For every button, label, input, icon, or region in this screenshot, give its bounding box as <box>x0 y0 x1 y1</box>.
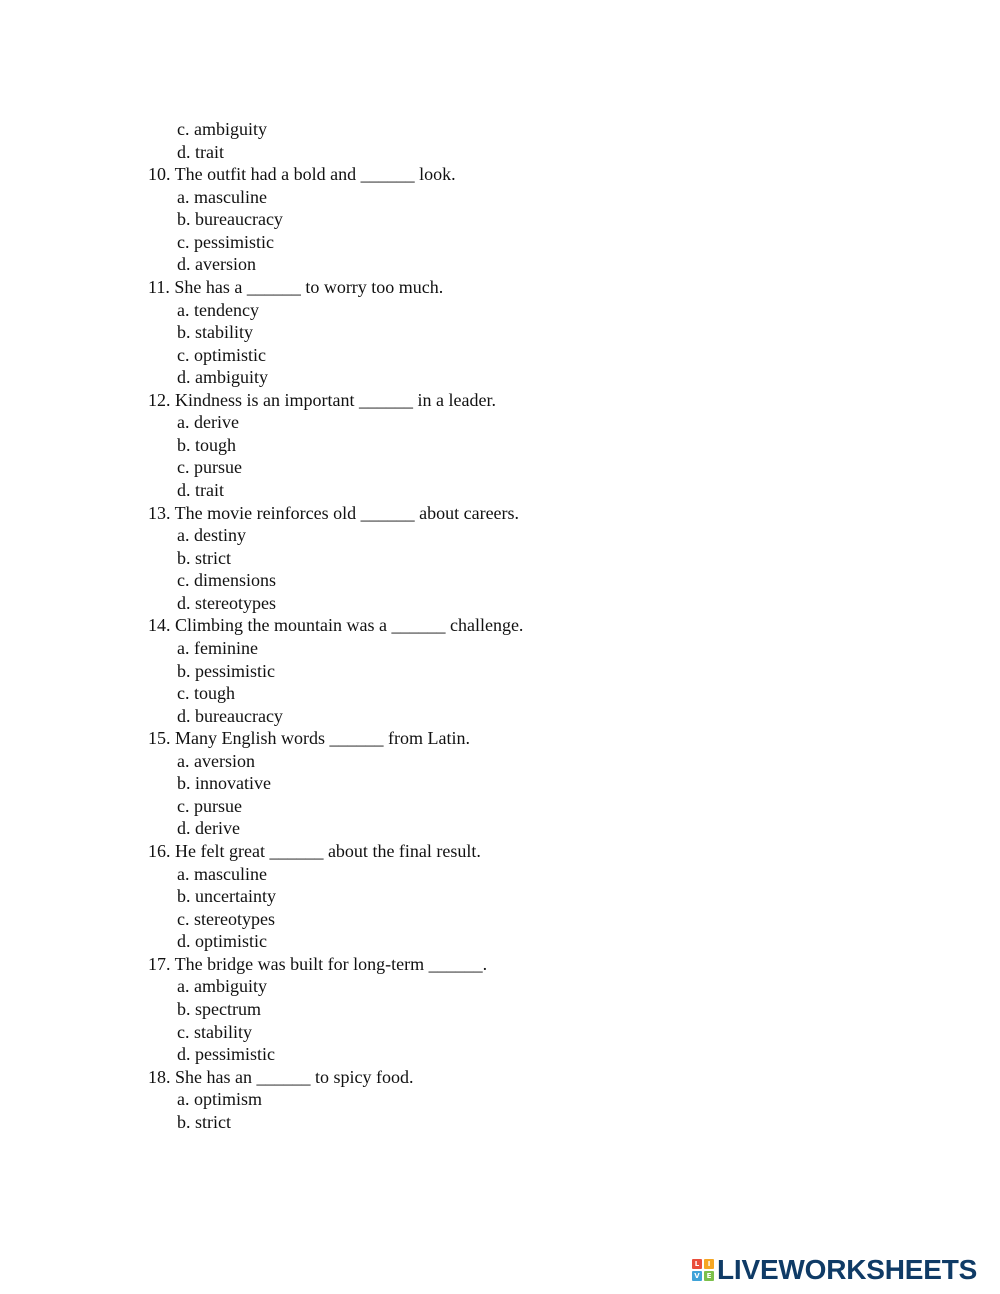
option-a[interactable]: a. aversion <box>177 750 255 771</box>
option-c[interactable]: c. stereotypes <box>177 908 275 929</box>
option-b[interactable]: b. innovative <box>177 773 271 794</box>
option-d[interactable]: d. stereotypes <box>177 592 276 613</box>
option-d[interactable]: d. bureaucracy <box>177 705 283 726</box>
option-a[interactable]: a. derive <box>177 412 239 433</box>
question-12 <box>148 389 748 502</box>
question-prompt: 15. Many English words ______ from Latin. <box>148 728 470 749</box>
liveworksheets-logo <box>692 1254 977 1286</box>
option-c[interactable]: c. dimensions <box>177 570 276 591</box>
option-b[interactable]: b. uncertainty <box>177 886 276 907</box>
question-prompt: 12. Kindness is an important ______ in a leader. <box>148 389 496 410</box>
question-prompt: 14. Climbing the mountain was a ______ challenge. <box>148 615 524 636</box>
logo-wordmark: LIVEWORKSHEETS <box>717 1254 978 1285</box>
carryover-option-d: d. trait <box>177 141 224 162</box>
liveworksheets-logo-icon <box>692 1259 714 1281</box>
option-d[interactable]: d. aversion <box>177 254 256 275</box>
option-c[interactable]: c. pessimistic <box>177 231 274 252</box>
question-prompt: 16. He felt great ______ about the final result. <box>148 841 481 861</box>
question-13 <box>148 502 748 615</box>
option-a[interactable]: a. feminine <box>177 637 258 658</box>
option-d[interactable]: d. derive <box>177 818 240 839</box>
option-c[interactable]: c. pursue <box>177 457 242 478</box>
worksheet <box>148 118 748 1133</box>
option-a[interactable]: a. masculine <box>177 186 267 207</box>
option-c[interactable]: c. stability <box>177 1021 252 1042</box>
logo-mark-tile: L <box>692 1259 702 1269</box>
option-b[interactable]: b. stability <box>177 322 253 343</box>
question-prompt: 11. She has a ______ to worry too much. <box>148 276 444 297</box>
logo-mark-tile: V <box>692 1271 702 1281</box>
question-18 <box>148 1066 748 1134</box>
question-16 <box>148 840 748 953</box>
question-prompt: 13. The movie reinforces old ______ about careers. <box>148 502 520 523</box>
option-b[interactable]: b. spectrum <box>177 998 261 1019</box>
option-b[interactable]: b. bureaucracy <box>177 209 283 230</box>
option-d[interactable]: d. optimistic <box>177 931 267 952</box>
option-b[interactable]: b. strict <box>177 1111 231 1132</box>
option-c[interactable]: c. tough <box>177 683 235 704</box>
option-d[interactable]: d. trait <box>177 480 224 500</box>
question-10 <box>148 163 748 276</box>
option-b[interactable]: b. pessimistic <box>177 660 275 681</box>
option-b[interactable]: b. tough <box>177 434 237 455</box>
option-a[interactable]: a. masculine <box>177 863 267 884</box>
question-prompt: 17. The bridge was built for long-term ______. <box>148 953 488 974</box>
question-11 <box>148 276 748 389</box>
logo-mark-tile: E <box>704 1271 714 1281</box>
option-a[interactable]: a. destiny <box>177 525 246 546</box>
carryover-option-c: c. ambiguity <box>177 119 267 139</box>
logo-mark-tile: I <box>704 1259 714 1269</box>
question-15 <box>148 727 748 840</box>
question-14 <box>148 614 748 727</box>
option-a[interactable]: a. tendency <box>177 299 259 320</box>
option-d[interactable]: d. pessimistic <box>177 1044 275 1065</box>
option-a[interactable]: a. ambiguity <box>177 976 267 997</box>
question-prompt: 10. The outfit had a bold and ______ look. <box>148 164 456 185</box>
option-d[interactable]: d. ambiguity <box>177 367 268 388</box>
option-a[interactable]: a. optimism <box>177 1089 262 1110</box>
question-17 <box>148 953 748 1066</box>
option-c[interactable]: c. optimistic <box>177 344 266 365</box>
option-b[interactable]: b. strict <box>177 547 231 568</box>
question-prompt: 18. She has an ______ to spicy food. <box>148 1066 414 1087</box>
option-c[interactable]: c. pursue <box>177 795 242 816</box>
